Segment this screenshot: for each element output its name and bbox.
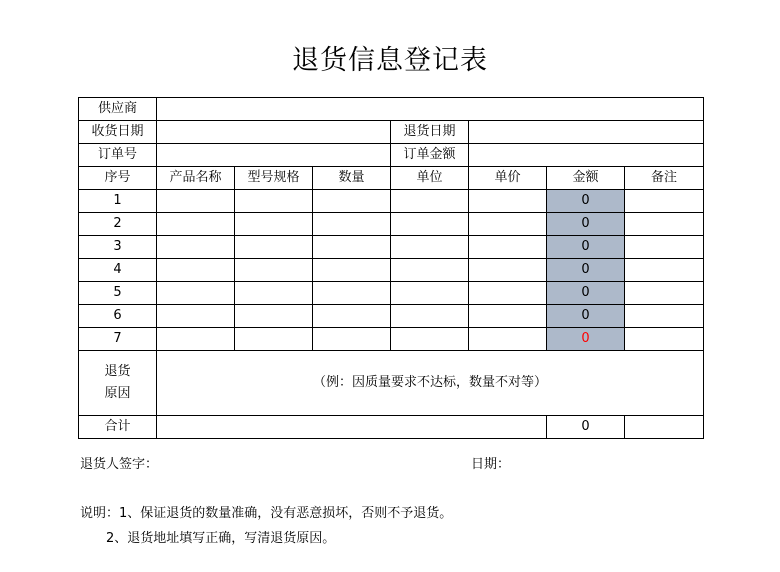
- table-row: [79, 282, 704, 305]
- unit-cell[interactable]: [391, 259, 469, 282]
- column-header-row: [79, 167, 704, 190]
- supplier-input[interactable]: [157, 98, 704, 121]
- quantity-cell[interactable]: [313, 213, 391, 236]
- remark-cell[interactable]: [625, 190, 704, 213]
- col-header-remark: 备注: [625, 167, 704, 190]
- amount-cell: 0: [547, 282, 625, 305]
- unit-price-cell[interactable]: [469, 259, 547, 282]
- table-row: [79, 259, 704, 282]
- model-cell[interactable]: [235, 328, 313, 351]
- date-label: 日期：: [471, 457, 511, 472]
- receive-date-label: 收货日期: [79, 121, 157, 144]
- col-header-unit-price: 单价: [469, 167, 547, 190]
- model-cell[interactable]: [235, 190, 313, 213]
- unit-cell[interactable]: [391, 190, 469, 213]
- product-name-cell[interactable]: [157, 259, 235, 282]
- table-row: [79, 305, 704, 328]
- receive-date-input[interactable]: [157, 121, 391, 144]
- note-line-2: 2、退货地址填写正确，写清退货原因。: [106, 531, 336, 546]
- date-row: [79, 121, 704, 144]
- model-cell[interactable]: [235, 259, 313, 282]
- row-index: 3: [79, 236, 157, 259]
- reason-label: [79, 351, 157, 416]
- row-index: 1: [79, 190, 157, 213]
- total-label: 合计: [79, 416, 157, 439]
- reason-label-line2: 原因: [104, 386, 131, 401]
- order-row: [79, 144, 704, 167]
- amount-cell: 0: [547, 190, 625, 213]
- table-row: [79, 213, 704, 236]
- unit-price-cell[interactable]: [469, 213, 547, 236]
- unit-cell[interactable]: [391, 282, 469, 305]
- remark-cell[interactable]: [625, 259, 704, 282]
- table-row: [79, 236, 704, 259]
- unit-price-cell[interactable]: [469, 236, 547, 259]
- supplier-label: 供应商: [79, 98, 157, 121]
- remark-cell[interactable]: [625, 282, 704, 305]
- row-index: 4: [79, 259, 157, 282]
- reason-label-line1: 退货: [104, 364, 131, 379]
- product-name-cell[interactable]: [157, 328, 235, 351]
- unit-price-cell[interactable]: [469, 305, 547, 328]
- remark-cell[interactable]: [625, 213, 704, 236]
- row-index: 2: [79, 213, 157, 236]
- amount-cell: 0: [547, 305, 625, 328]
- remark-cell[interactable]: [625, 328, 704, 351]
- return-form-table: [78, 97, 704, 439]
- product-name-cell[interactable]: [157, 282, 235, 305]
- col-header-unit: 单位: [391, 167, 469, 190]
- amount-cell: 0: [547, 259, 625, 282]
- model-cell[interactable]: [235, 282, 313, 305]
- unit-cell[interactable]: [391, 328, 469, 351]
- product-name-cell[interactable]: [157, 305, 235, 328]
- page-title: 退货信息登记表: [292, 45, 488, 76]
- quantity-cell[interactable]: [313, 236, 391, 259]
- reason-row: [79, 351, 704, 416]
- col-header-model: 型号规格: [235, 167, 313, 190]
- note-line-1: 说明：1、保证退货的数量准确，没有恶意损坏，否则不予退货。: [80, 506, 453, 521]
- quantity-cell[interactable]: [313, 190, 391, 213]
- total-remark[interactable]: [625, 416, 704, 439]
- supplier-row: [79, 98, 704, 121]
- order-amount-label: 订单金额: [391, 144, 469, 167]
- product-name-cell[interactable]: [157, 213, 235, 236]
- unit-price-cell[interactable]: [469, 282, 547, 305]
- unit-price-cell[interactable]: [469, 190, 547, 213]
- model-cell[interactable]: [235, 305, 313, 328]
- row-index: 6: [79, 305, 157, 328]
- model-cell[interactable]: [235, 213, 313, 236]
- quantity-cell[interactable]: [313, 259, 391, 282]
- row-index: 7: [79, 328, 157, 351]
- unit-price-cell[interactable]: [469, 328, 547, 351]
- remark-cell[interactable]: [625, 236, 704, 259]
- unit-cell[interactable]: [391, 213, 469, 236]
- amount-cell: 0: [547, 236, 625, 259]
- remark-cell[interactable]: [625, 305, 704, 328]
- product-name-cell[interactable]: [157, 190, 235, 213]
- quantity-cell[interactable]: [313, 305, 391, 328]
- reason-text[interactable]: （例：因质量要求不达标，数量不对等）: [157, 351, 704, 416]
- col-header-product-name: 产品名称: [157, 167, 235, 190]
- table-row: [79, 190, 704, 213]
- model-cell[interactable]: [235, 236, 313, 259]
- order-no-input[interactable]: [157, 144, 391, 167]
- table-row: [79, 328, 704, 351]
- product-name-cell[interactable]: [157, 236, 235, 259]
- unit-cell[interactable]: [391, 236, 469, 259]
- total-amount: 0: [547, 416, 625, 439]
- amount-cell: 0: [547, 328, 625, 351]
- col-header-amount: 金额: [547, 167, 625, 190]
- quantity-cell[interactable]: [313, 328, 391, 351]
- total-blank: [157, 416, 547, 439]
- quantity-cell[interactable]: [313, 282, 391, 305]
- return-date-input[interactable]: [469, 121, 704, 144]
- total-row: [79, 416, 704, 439]
- unit-cell[interactable]: [391, 305, 469, 328]
- col-header-index: 序号: [79, 167, 157, 190]
- order-no-label: 订单号: [79, 144, 157, 167]
- amount-cell: 0: [547, 213, 625, 236]
- row-index: 5: [79, 282, 157, 305]
- col-header-quantity: 数量: [313, 167, 391, 190]
- order-amount-input[interactable]: [469, 144, 704, 167]
- return-date-label: 退货日期: [391, 121, 469, 144]
- signature-label: 退货人签字：: [80, 457, 159, 472]
